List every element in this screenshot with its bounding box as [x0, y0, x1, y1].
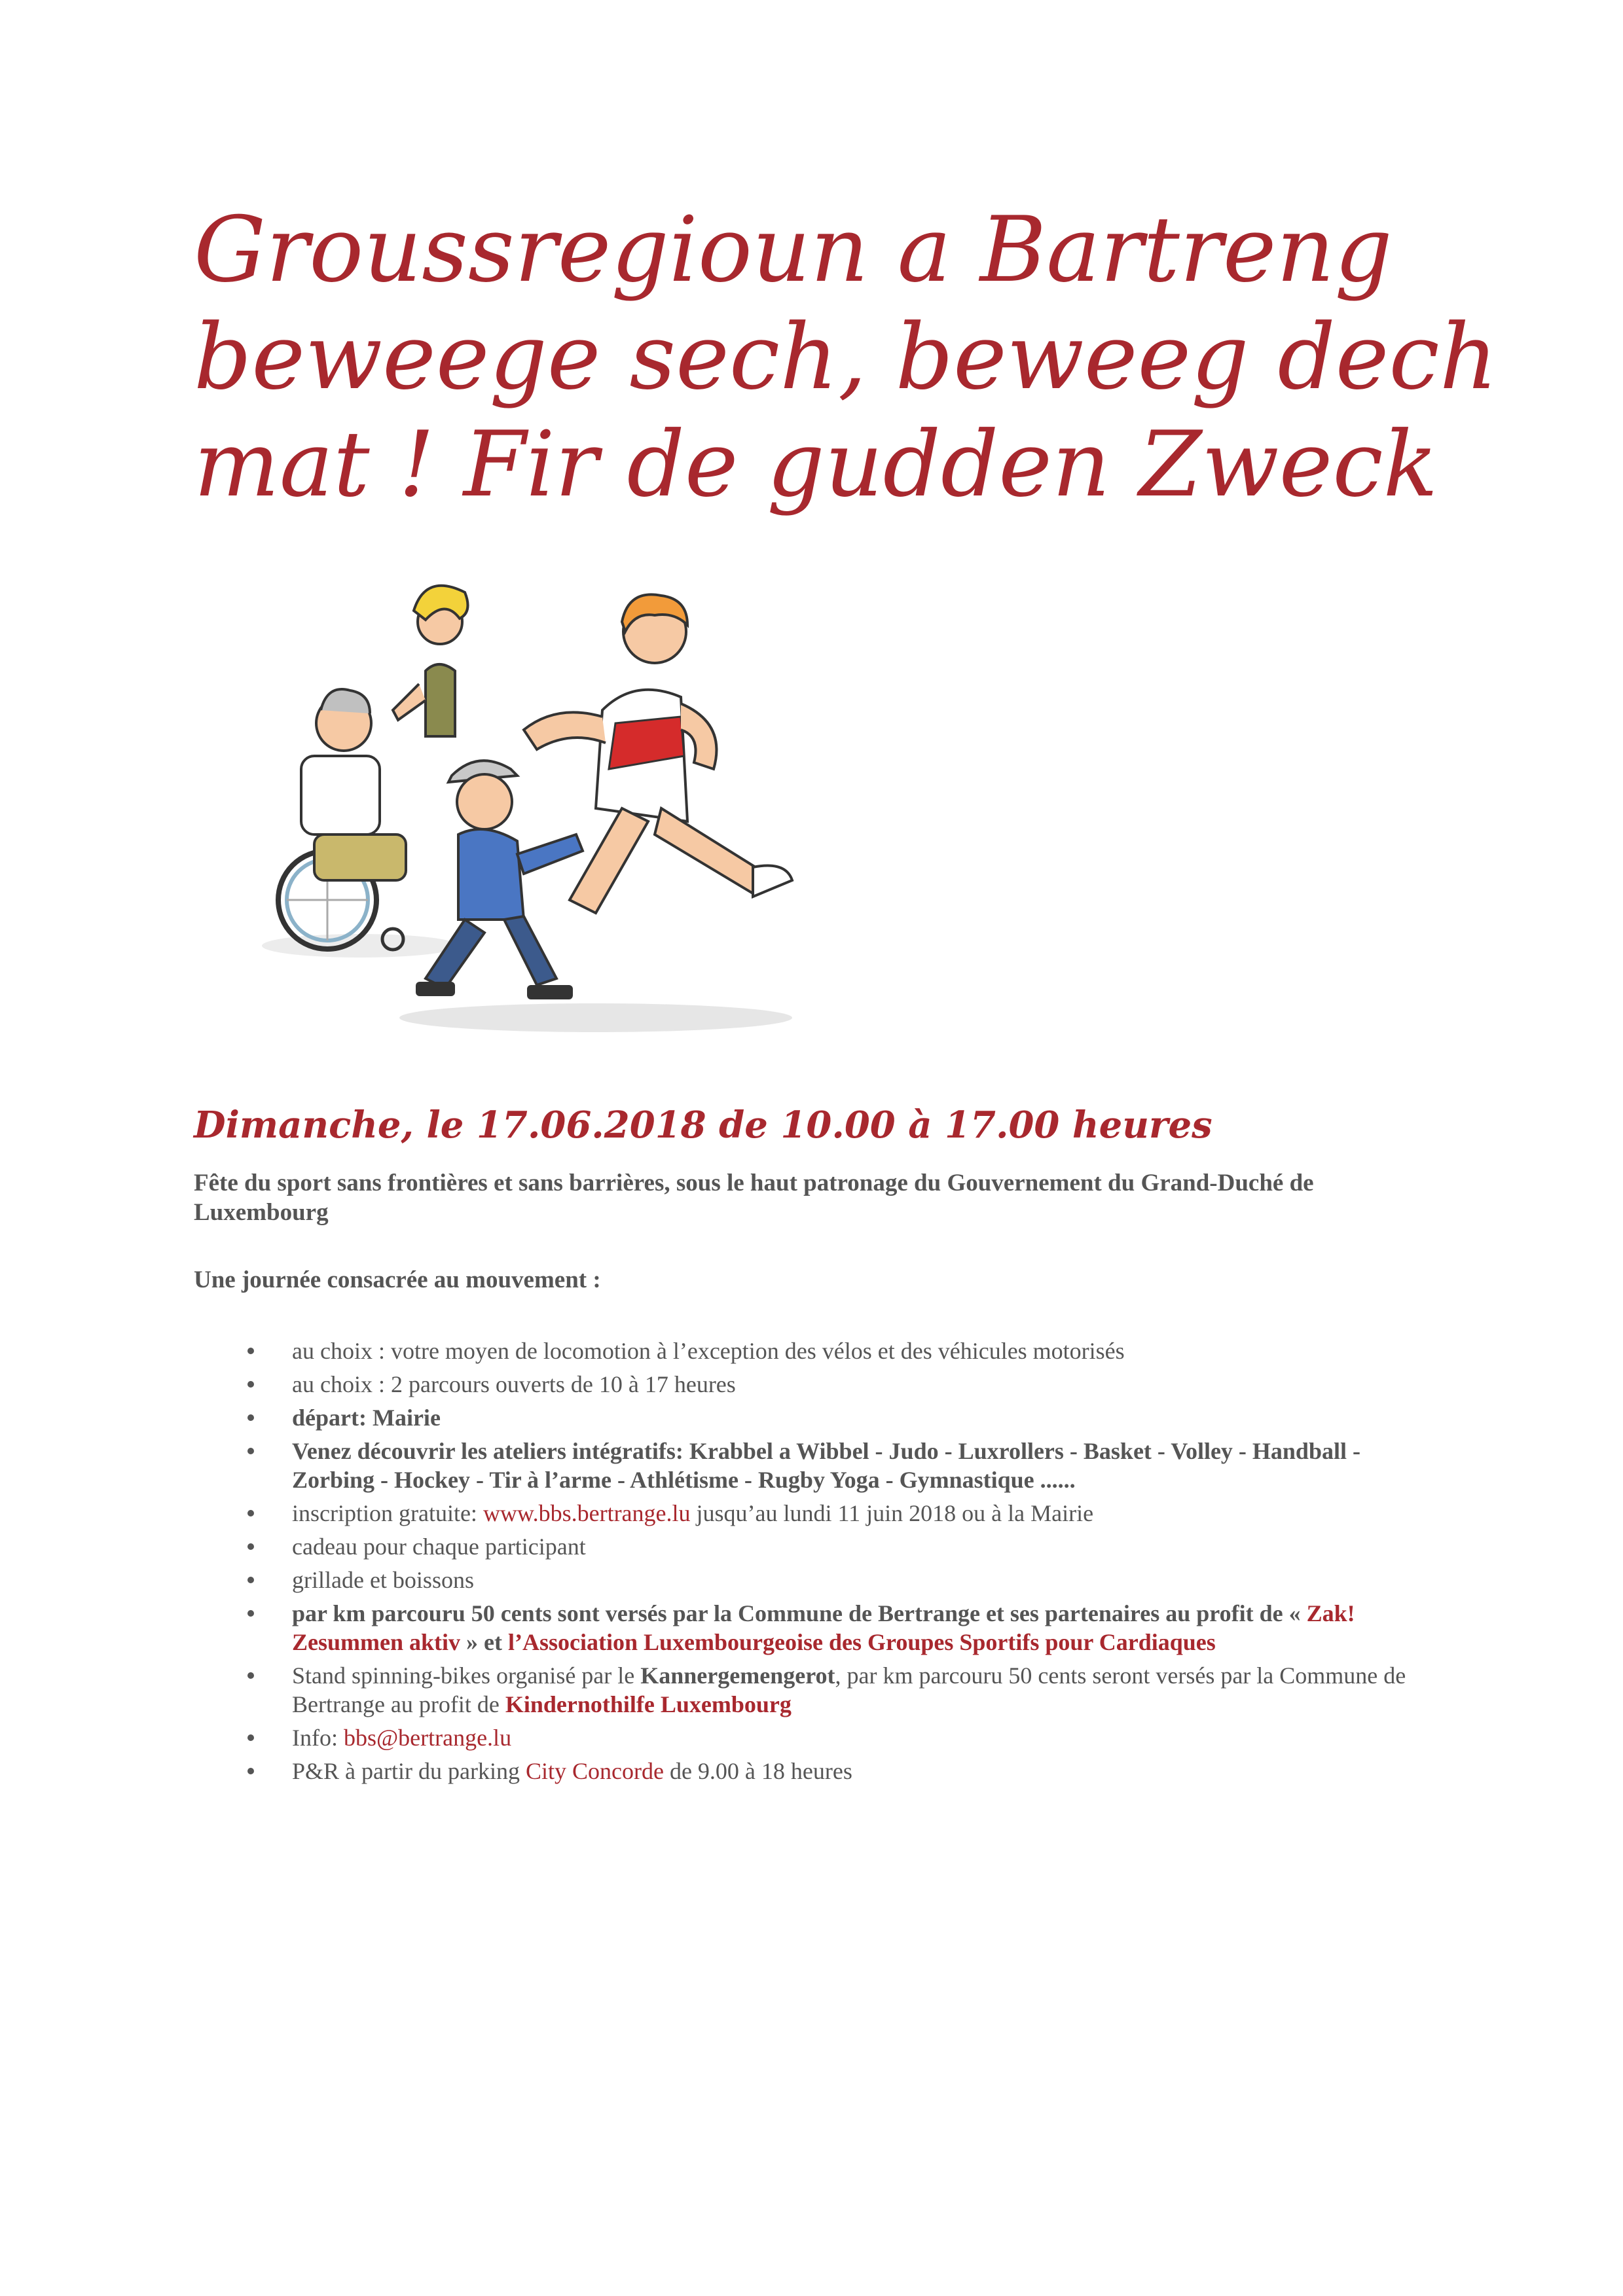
beneficiary-kindernothilfe: Kindernothilfe Luxembourg [505, 1691, 792, 1717]
item-text: Info: [292, 1725, 344, 1751]
list-item [242, 1403, 1440, 1432]
beneficiary-zak: Zak! Zesummen aktiv [292, 1600, 1355, 1655]
item-text: P&R à partir du parking [292, 1758, 526, 1784]
item-text: inscription gratuite: [292, 1500, 483, 1526]
title-line-2: beweege sech, beweeg dech [194, 304, 1498, 410]
email-link[interactable]: bbs@bertrange.lu [343, 1725, 512, 1751]
item-text: au choix : votre moyen de locomotion à l’exception des vélos et des véhicules motorisés [292, 1338, 1125, 1364]
list-item [242, 1370, 1440, 1399]
sports-illustration [229, 560, 871, 1044]
registration-link[interactable]: www.bbs.bertrange.lu [483, 1500, 691, 1526]
list-item [242, 1661, 1440, 1719]
wheelchair-user-figure [278, 689, 406, 950]
organizer-name: Kannergemengerot [640, 1662, 835, 1689]
item-text: au choix : 2 parcours ouverts de 10 à 17 heures [292, 1371, 736, 1397]
item-text: Venez découvrir les ateliers intégratifs: Krabbel a Wibbel - Judo - Luxrollers - Basket - Volley - Handball - Zorbing - Hockey - Tir à l’arme - Athlétisme - Rugby Yoga - Gymnastique ...... [292, 1438, 1360, 1493]
list-item [242, 1437, 1440, 1494]
intro-paragraph: Fête du sport sans frontières et sans barrières, sous le haut patronage du Gouvernement du Grand-Duché de Luxembourg [194, 1170, 1314, 1226]
runner-figure [524, 594, 792, 913]
section-subtitle: Une journée consacrée au mouvement : [194, 1266, 601, 1293]
list-item [242, 1723, 1440, 1752]
event-date-heading: Dimanche, le 17.06.2018 de 10.00 à 17.00 heures [194, 1103, 1213, 1147]
activity-list [242, 1336, 1440, 1790]
list-item [242, 1757, 1440, 1785]
list-item [242, 1566, 1440, 1594]
item-text: , par km parcouru 50 cents seront versés par la Commune de Bertrange au profit de [292, 1662, 1406, 1717]
item-text: jusqu’au lundi 11 juin 2018 ou à la Mairie [690, 1500, 1094, 1526]
item-text: cadeau pour chaque participant [292, 1534, 586, 1560]
title-line-3: mat ! Fir de gudden Zweck [194, 412, 1438, 517]
child-rollerblader-figure [416, 761, 583, 999]
woman-figure [393, 586, 468, 736]
item-text: » et [460, 1629, 508, 1655]
list-item [242, 1336, 1440, 1365]
list-item [242, 1532, 1440, 1561]
item-text: de 9.00 à 18 heures [663, 1758, 852, 1784]
item-text: grillade et boissons [292, 1567, 474, 1593]
beneficiary-algsc: l’Association Luxembourgeoise des Groupes Sportifs pour Cardiaques [507, 1629, 1216, 1655]
list-item [242, 1499, 1440, 1528]
page-title [194, 196, 1498, 518]
parking-location: City Concorde [525, 1758, 664, 1784]
list-item [242, 1599, 1440, 1657]
item-text: départ: Mairie [292, 1405, 441, 1431]
title-line-1: Groussregioun a Bartreng [194, 197, 1393, 302]
item-text: Stand spinning-bikes organisé par le [292, 1662, 641, 1689]
item-text: par km parcouru 50 cents sont versés par la Commune de Bertrange et ses partenaires au profit de « [292, 1600, 1307, 1626]
